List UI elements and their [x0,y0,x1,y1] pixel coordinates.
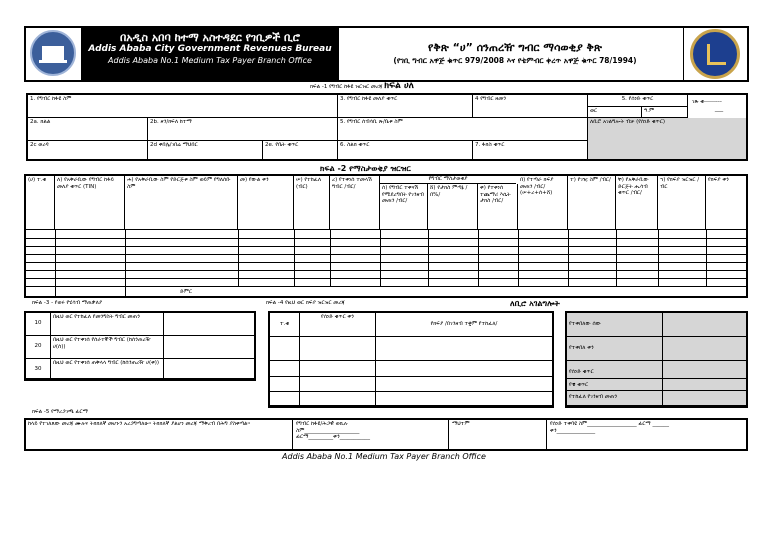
summary-row-30-amount[interactable] [164,359,254,379]
emblem-chart-icon [707,44,726,65]
form-title: የቅጽ “ሀ” ሰንጠረዥ ግብር ማሳወቂያ ቅጽ [428,41,602,54]
office-row-2-label: የተቀበለ ቀን [567,337,663,361]
office-row-4-label: የቼ ቁጥር [567,379,663,391]
section1-title [310,83,414,91]
summary-row-10-label: በዚህ ወር የተከፈለ የመንግስት ግብር መጠን [51,313,164,336]
table-col-line-2 [125,230,126,296]
seal-building-icon [42,46,64,60]
field-kebele[interactable]: 2d ቀበሌ/ገበሬ ማህበር [148,141,263,159]
office-row-5-label: የተከፈለ የገንዘብ መጠን [567,391,663,406]
payment-row-1-amount[interactable] [376,337,552,361]
page-number: ገጽ ቁ--------- ___ [692,99,724,112]
field-taxpayer-name[interactable]: 1. የግብር ከፋዩ ስም [28,95,338,118]
column-header-9: ቀ) የተቀነሰ ተጨማሪ እሴት ታክስ /ብር/ [478,184,518,230]
office-row-1-value[interactable] [663,313,746,337]
column-header-5: ሠ) የተከፈለ (ብር) [294,176,330,230]
payment-row-2-doc[interactable] [300,361,376,377]
table-col-line-10 [568,230,569,286]
table-col-line-5 [330,230,331,286]
table-row-line-4 [26,262,746,263]
office-row-3-value[interactable] [663,361,746,379]
footer-text: Addis Ababa No.1 Medium Tax Payer Branch Office [282,452,486,461]
city-seal-logo [30,30,76,76]
declaration-text: ከላይ የተገለጸው መረጃ ሙሉና ትክክለኛ መሆኑን አረጋግጣለሁ፡፡ ትክክለኛ ያልሆነ መረጃ ማቅረብ በሕግ ያስቀጣል፡፡ [28,421,251,427]
payment-row-2-seq[interactable] [270,361,300,377]
field-tin[interactable]: 3. የግብር ከፋዩ መለያ ቁጥር [338,95,473,118]
col-seq-no: ተ.ቁ [270,313,300,337]
table-col-line-12 [658,230,659,286]
column-header-10: በ) የተጣራ ክፍያ መጠን /ብር/ (ሠ+ረ+ሰ+ሸ) [518,176,568,230]
table-row-line-6 [26,278,746,279]
column-header-12: ቸ) የአቅራቢው ድርጅት ሒሳብ ቁጥር /ብር/ [616,176,658,230]
column-header-4: መ) የውል ቀን [238,176,294,230]
section5-title: ክፍል -5 የማረጋገጫ ፊርማ [32,409,88,415]
form-subtitle: (የገቢ ግብር አዋጅ ቁጥር 979/2008 እና የቴምብር ቀረጥ አዋጅ ቁጥር 78/1994) [393,56,637,65]
column-header-6: ረ) የተቀነሰ ተመላሽ ግብር /ብር/ [330,176,380,230]
field-office-name[interactable]: 5. የግብር ሰብሳቢ ጽ/ቤቱ ስም [338,118,588,141]
section5-divider-1 [292,419,293,450]
summary-row-20-label: በዚህ ወር የተቀነሰ የሰራተኞች ግብር (ከሰንጠረዥ ሀ(ሰ)) [51,336,164,359]
summary-row-10-amount[interactable] [164,313,254,336]
payment-row-2-amount[interactable] [376,361,552,377]
table-row-line-2 [26,246,746,247]
table-col-line-7 [428,230,429,286]
section3-title: ክፍል -3 - የወሩ የሂሳብ ማጠቃለያ [32,300,103,306]
office-row-5-value[interactable] [663,391,746,406]
section1-title-small: ክፍል -1 የግብር ከፋዩ ዝርዝር መረጃ [310,84,383,90]
table-row-line-3 [26,254,746,255]
column-header-11: ተ) የገዢ ስም /ብር/ [568,176,616,230]
total-label: ድምር [180,289,192,295]
field-document-number[interactable]: 5. የሰነድ ቁጥር [588,95,688,107]
summary-row-20-number: 20 [26,336,51,359]
field-house-number[interactable]: 2e. የቤት ቁጥር [263,141,338,159]
summary-row-20-amount[interactable] [164,336,254,359]
column-header-14: የክፍያ ቀን [706,176,746,230]
field-region[interactable]: 2a. ክልል [28,118,148,141]
column-header-2: ለ) የአቅራቢው የግብር ከፋይ መለያ ቁጥር (TIN) [55,176,125,230]
field-zone[interactable]: 2b. ዞን/ክፍለ ከተማ [148,118,338,141]
payment-row-3-seq[interactable] [270,377,300,392]
office-use-area: ለቢሮ አገልግሎት ብቻ (የሰነድ ቁጥር) [588,118,746,159]
field-fax[interactable]: 7. ፋክስ ቁጥር [473,141,588,159]
stamp-label: ማህተም [452,421,470,427]
header-divider [683,27,684,81]
branch-english: Addis Ababa No.1 Medium Tax Payer Branch Office [108,56,312,65]
table-row-line-1 [26,238,746,239]
officer-block[interactable]: የሰነድ ተቀባዩ ስም__________________ ፊርማ ______ ቀን______________ [550,421,669,434]
table-col-line-1 [55,230,56,296]
field-phone[interactable]: 6. ስልክ ቁጥር [338,141,473,159]
payment-row-4-seq[interactable] [270,392,300,406]
org-english: Addis Ababa City Government Revenues Bureau [88,44,332,54]
table-row-line-7 [26,286,746,287]
table-row-line-5 [26,270,746,271]
table-col-line-9 [518,230,519,286]
table-col-line-13 [706,230,707,286]
table-col-line-3 [238,230,239,286]
payment-row-3-doc[interactable] [300,377,376,392]
office-row-1-label: የተቀበለው ሰው [567,313,663,337]
col-payment: የክፍያ /በገንዘብ ተቋም የተከፈለ/ [376,313,552,337]
section1-title-large: ክፍል ሀለ [384,81,414,91]
office-row-4-value[interactable] [663,379,746,391]
bureau-emblem-logo [690,29,740,79]
payment-row-1-seq[interactable] [270,337,300,361]
signatory-block[interactable]: የግብር ከፋዩ/ሕጋዊ ወኪሉ ስም____________________ ፊርማ_________ቀን___________ [296,421,370,440]
field-doc-year[interactable]: ዓ.ም [642,107,688,118]
seal-base-icon [39,60,67,63]
column-header-8: ሸ) የታክስ ምጣኔ /በ%/ [428,184,478,230]
field-tax-period[interactable]: 4 የግብር ዘመን [473,95,588,118]
payment-row-1-doc[interactable] [300,337,376,361]
table-col-line-4 [294,230,295,286]
field-woreda[interactable]: 2c ወረዳ [28,141,148,159]
org-amharic: በአዲስ አበባ ከተማ አስተዳደር የገቢዎች ቢሮ [119,31,300,44]
section5-divider-3 [546,419,547,450]
group-header: የግብር ማስታወቂያ [380,176,516,184]
section4-office-title: ለቢሮ አገልግሎት [510,299,560,308]
section2-title: ክፍል -2 የማስታወቂያ ዝርዝር [320,164,411,173]
column-header-13: ኀ) የክፍያ ዝርዝር /ብር [658,176,706,230]
office-row-3-label: የሰነድ ቁጥር [567,361,663,379]
column-header-1: (ሀ) ተ.ቁ [26,176,55,230]
summary-row-10-number: 10 [26,313,51,336]
payment-row-4-amount[interactable] [376,392,552,406]
table-col-line-8 [478,230,479,286]
table-col-line-11 [616,230,617,286]
payment-row-3-amount[interactable] [376,377,552,392]
summary-row-30-label: በዚህ ወር የተቀነሰ ጠቅላላ ግብር (ከሰንጠረዥ ሀ(ቀ)) [51,359,164,379]
table-col-line-6 [380,230,381,286]
section5-divider-2 [448,419,449,450]
payment-row-4-doc[interactable] [300,392,376,406]
field-doc-month[interactable]: ወር [588,107,642,118]
section4-title: ክፍል -4 የዚህ ወር ክፍያ ዝርዝር መረጃ [266,300,345,306]
header-title-block [81,27,339,81]
col-doc-date: የሰነድ ቁጥር ቀን [300,313,376,337]
office-row-2-value[interactable] [663,337,746,361]
column-header-3: ሐ) የአቅራቢው ስም የድርጅቱ ስም ወይም የግለሰቡ ስም [125,176,238,230]
column-header-7: ሰ) የግብር ተቀናሽ የሚደረግበት የገንዘብ መጠን /ብር/ [380,184,428,230]
summary-row-30-number: 30 [26,359,51,379]
